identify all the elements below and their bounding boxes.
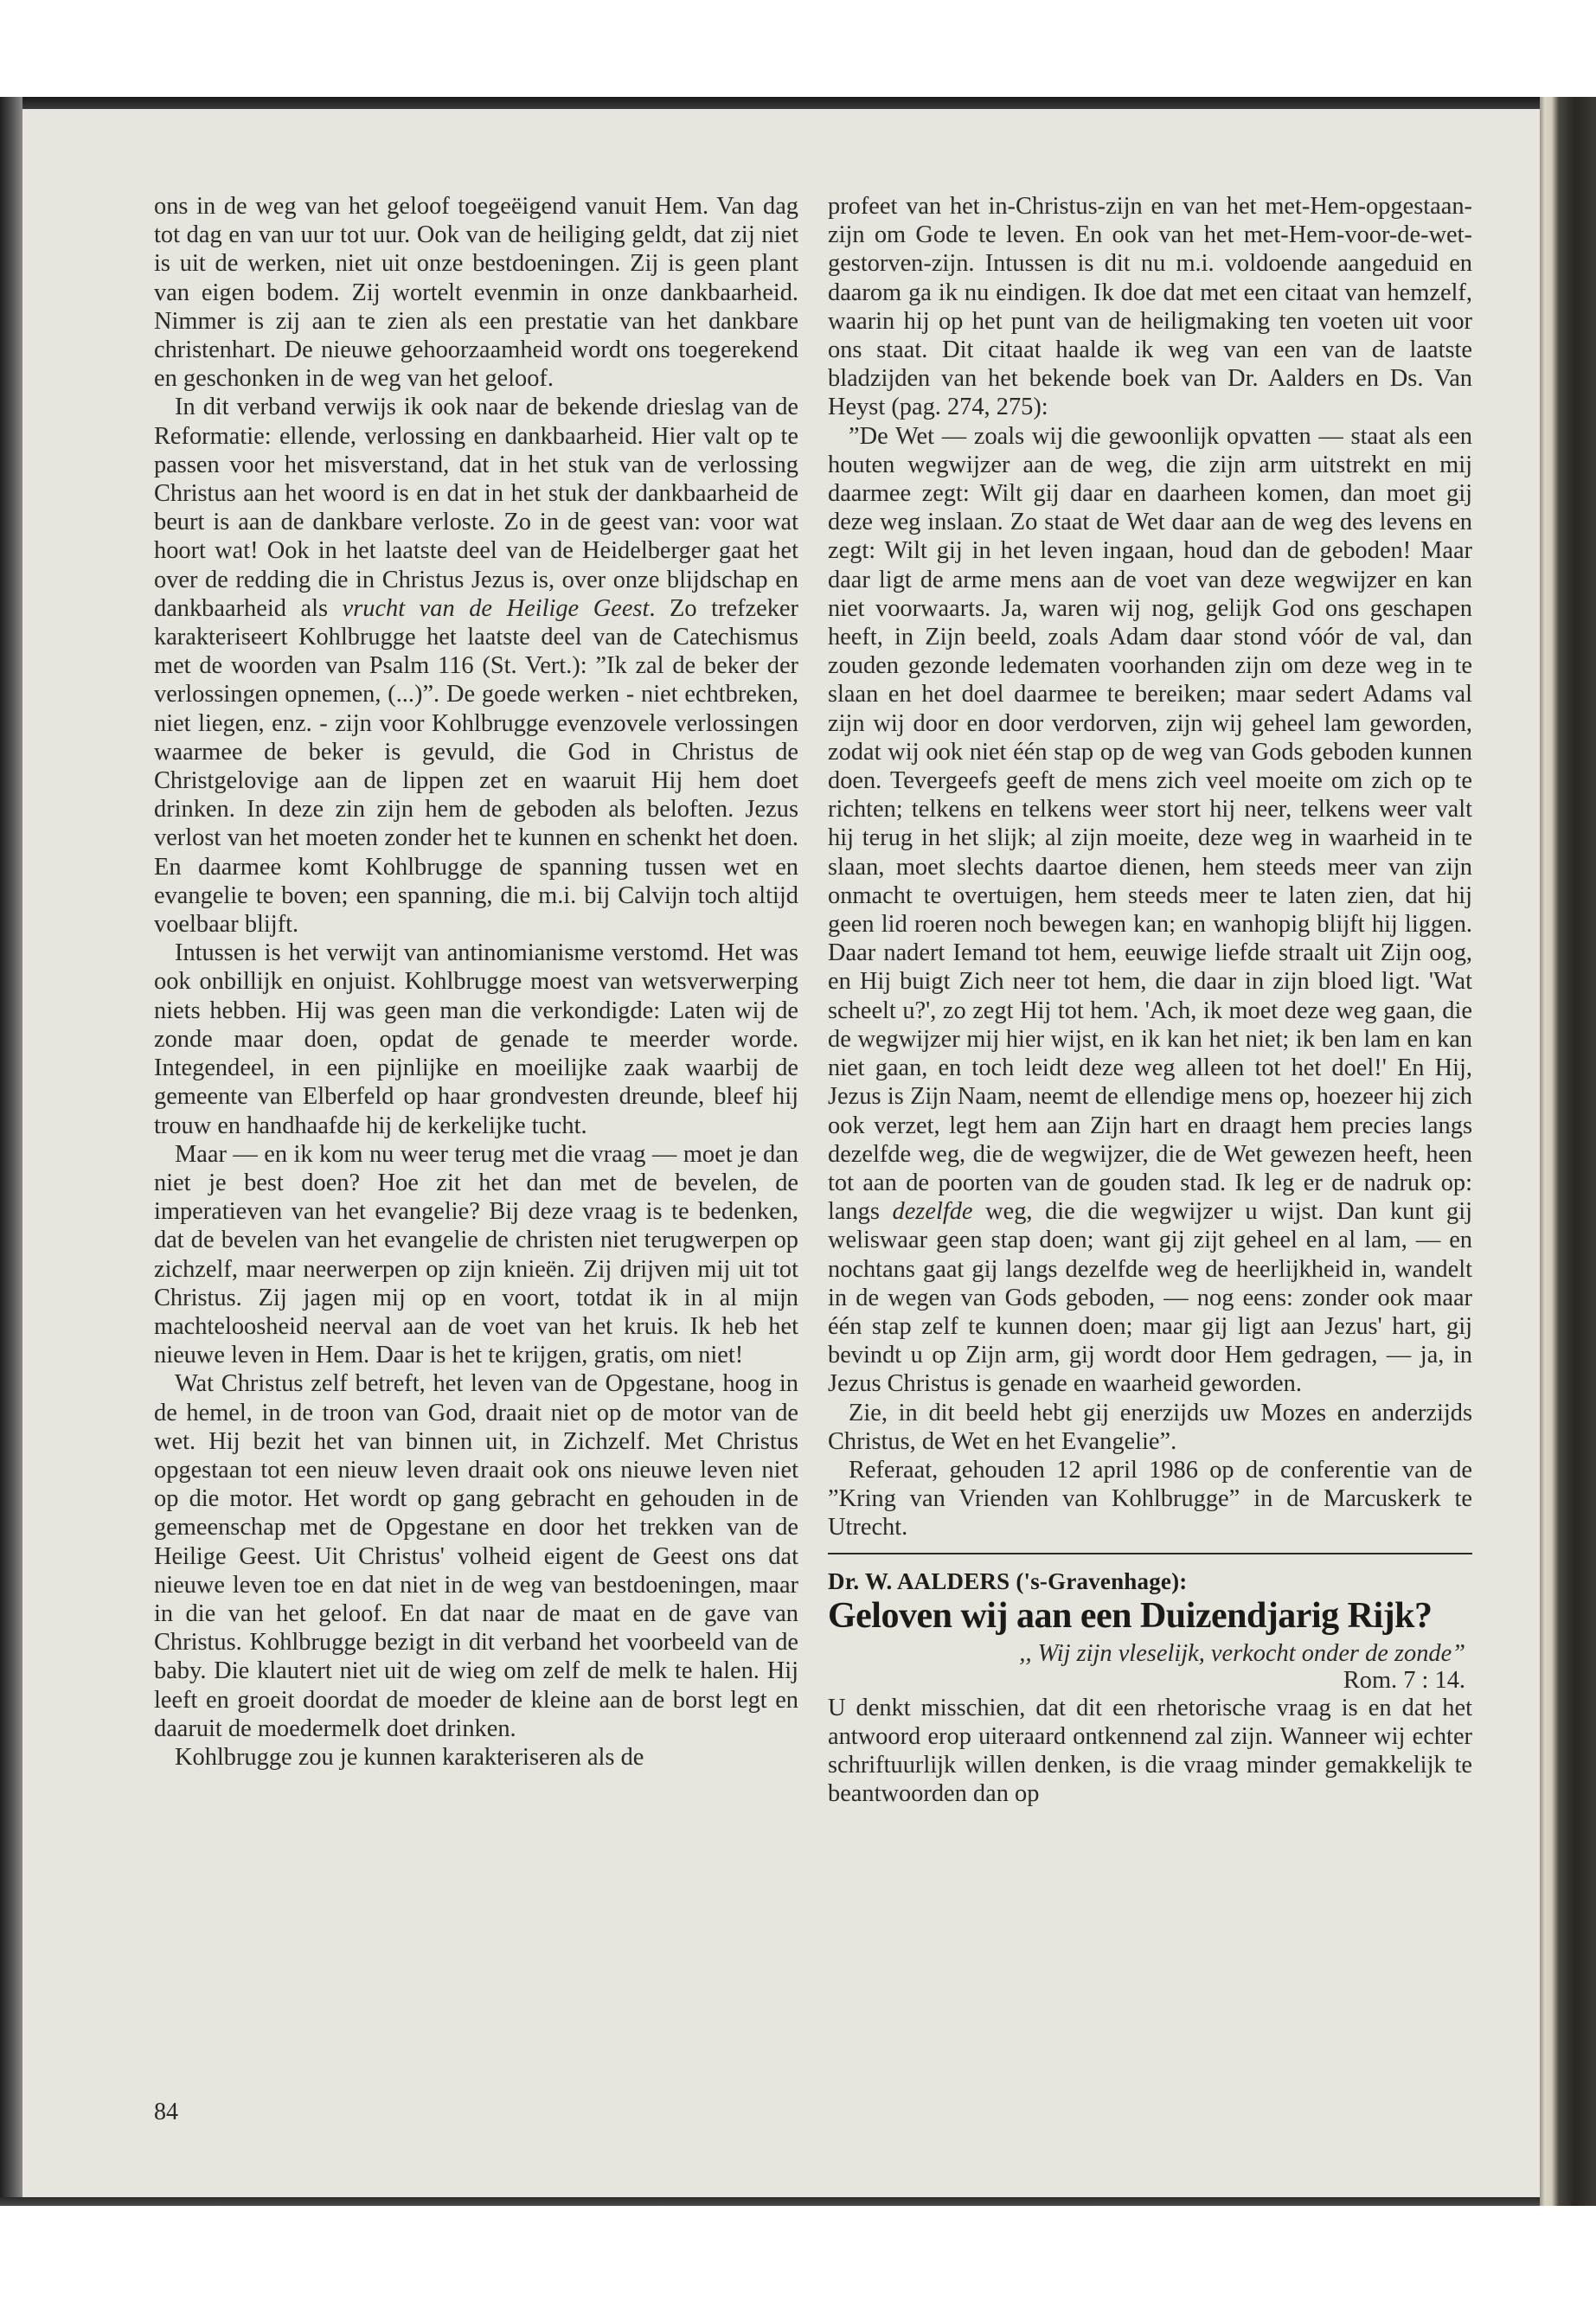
scan-edge-top bbox=[0, 97, 1596, 109]
article-author: Dr. W. AALDERS ('s-Gravenhage): bbox=[828, 1567, 1188, 1594]
paragraph: In dit verband verwijs ik ook naar de bekende drieslag van de Reformatie: ellende, verlossing en dankbaarheid. Hier valt op te passen voor het misverstand, dat in het stuk van de verlossing Christus aan het woord is en dat in het stuk der dankbaarheid de beurt is aan de dankbare verloste. Zo in de geest van: voor wat hoort wat! Ook in het laatste deel van de Heidelberger gaat het over de redding die in Christus Jezus is, over onze blijdschap en dankbaarheid als vrucht van de Heilige Geest. Zo trefzeker karakteriseert Kohlbrugge het laatste deel van de Catechismus met de woorden van Psalm 116 (St. Vert.): ”Ik zal de beker der verlossingen opnemen, (...)”. De goede werken - niet echtbreken, niet liegen, enz. - zijn voor Kohlbrugge evenzovele verlossingen waarmee de beker is gevuld, die God in Christus de Christgelovige aan de lippen zet en waaruit Hij hem doet drinken. In deze zin zijn hem de geboden als beloften. Jezus verlost van het moeten zonder het te kunnen en schenkt het doen. En daarmee komt Kohlbrugge de spanning tussen wet en evangelie te boven; een spanning, die m.i. bij Calvijn toch altijd voelbaar blijft. bbox=[154, 394, 798, 939]
right-column bbox=[828, 192, 1472, 1808]
article-separator bbox=[828, 1553, 1472, 1554]
paragraph: profeet van het in-Christus-zijn en van het met-Hem-opgestaan-zijn om Gode te leven. En ook van het met-Hem-voor-de-wet-gestorven-zijn. Intussen is dit nu m.i. voldoende aangeduid en daarom ga ik nu eindigen. Ik doe dat met een citaat van hemzelf, waarin hij op het punt van de heiligmaking ten voeten uit voor ons staat. Dit citaat haalde ik weg van een van de laatste bladzijden van het bekende boek van Dr. Aalders en Ds. Van Heyst (pag. 274, 275): bbox=[828, 193, 1472, 421]
epigraph-quote: ,, Wij zijn vleselijk, verkocht onder de zonde” bbox=[1019, 1639, 1465, 1667]
page-number: 84 bbox=[154, 2099, 178, 2125]
book-binding bbox=[1540, 97, 1596, 2206]
scan-edge-bottom bbox=[0, 2197, 1596, 2206]
scan-edge-left bbox=[0, 97, 22, 2206]
paragraph: ons in de weg van het geloof toegeëigend vanuit Hem. Van dag tot dag en van uur tot uur. Ook van de heiliging geldt, dat zij niet is uit de werken, niet uit onze bestdoeningen. Zij is geen plant van eigen bodem. Zij wortelt evenmin in onze dankbaarheid. Nimmer is zij aan te zien als een prestatie van het dankbare christenhart. De nieuwe gehoorzaamheid wordt ons toegerekend en geschonken in de weg van het geloof. bbox=[154, 193, 798, 393]
article-body: U denkt misschien, dat dit een rhetorische vraag is en dat het antwoord erop uiteraard ontkennend zal zijn. Wanneer wij echter schriftuurlijk willen denken, is die vraag minder gemakkelijk te beantwoorden dan op bbox=[828, 1694, 1472, 1808]
epigraph-reference: Rom. 7 : 14. bbox=[1343, 1666, 1465, 1694]
article-title: Geloven wij aan een Duizendjarig Rijk? bbox=[828, 1595, 1433, 1636]
paragraph: Maar — en ik kom nu weer terug met die vraag — moet je dan niet je best doen? Hoe zit het dan met de bevelen, de imperatieven van het evangelie? Bij deze vraag is te bedenken, dat de bevelen van het evangelie de christen niet terugwerpen op zichzelf, maar neerwerpen op zijn knieën. Zij drijven mij uit tot Christus. Zij jagen mij op en voort, totdat ik in al mijn machteloosheid neerval aan de voet van het kruis. Ik heb het nieuwe leven in Hem. Daar is het te krijgen, gratis, om niet! bbox=[154, 1140, 798, 1369]
left-column bbox=[154, 192, 798, 1772]
quotation-paragraph: ”De Wet — zoals wij die gewoonlijk opvatten — staat als een houten wegwijzer aan de weg, die zijn arm uitstrekt en mij daarmee zegt: Wilt gij daar en daarheen komen, dan moet gij deze weg inslaan. Zo staat de Wet daar aan de weg des levens en zegt: Wilt gij in het leven ingaan, houd dan de geboden! Maar daar ligt de arme mens aan de voet van deze wegwijzer en kan niet voorwaarts. Ja, waren wij nog, gelijk God ons geschapen heeft, in Zijn beeld, zoals Adam daar stond vóór de val, dan zouden gezonde ledematen voorhanden zijn om deze weg in te slaan en het doel daarmee te bereiken; maar sedert Adams val zijn wij door en door verdorven, zijn wij geheel lam geworden, zodat wij ook niet één stap op de weg van Gods geboden kunnen doen. Tevergeefs geeft de mens zich veel moeite om zich op te richten; telkens en telkens weer stort hij neer, telkens weer valt hij terug in het slijk; al zijn moeite, deze weg in waarheid in te slaan, moet slechts daartoe dienen, hem steeds meer van zijn onmacht te overtuigen, hem steeds meer te laten zien, dat hij geen lid roeren noch bewegen kan; en wanhopig blijft hij liggen. Daar nadert Iemand tot hem, eeuwige liefde straalt uit Zijn oog, en Hij buigt Zich neer tot hem, die daar in zijn bloed ligt. 'Wat scheelt u?', zo zegt Hij tot hem. 'Ach, ik moet deze weg gaan, die de wegwijzer mij hier wijst, en ik kan het niet; ik ben lam en kan niet gaan, en toch leidt deze weg alleen tot het doel!' En Hij, Jezus is Zijn Naam, neemt de ellendige mens op, hoezeer hij zich ook verzet, legt hem aan Zijn hart en draagt hem precies langs dezelfde weg, die de wegwijzer, die de Wet gewezen heeft, heen tot aan de poorten van de gouden stad. Ik leg er de nadruk op: langs dezelfde weg, die die wegwijzer u wijst. Dan kunt gij weliswaar geen stap doen; want gij zijt geheel en al lam, — en nochtans gaat gij langs dezelfde weg de heerlijkheid in, wandelt in de wegen van Gods geboden, — nog eens: zonder ook maar één stap zelf te kunnen doen; maar gij ligt aan Jezus' hart, gij bevindt u op Zijn arm, gij wordt door Hem gedragen, — ja, in Jezus Christus is genade en waarheid geworden. bbox=[828, 422, 1472, 1398]
italic-phrase: dezelfde bbox=[892, 1198, 973, 1226]
italic-phrase: vrucht van de Heilige Geest bbox=[342, 594, 650, 622]
paragraph: Intussen is het verwijt van antinomianisme verstomd. Het was ook onbillijk en onjuist. Kohlbrugge moest van wetsverwerping niets hebben. Hij was geen man die verkondigde: Laten wij de zonde maar doen, opdat de genade te meerder worde. Integendeel, in een pijnlijke en moeilijke zaak waarbij de gemeente van Elberfeld op haar grondvesten dreunde, bleef hij trouw en handhaafde hij de kerkelijke tucht. bbox=[154, 939, 798, 1139]
source-note: Referaat, gehouden 12 april 1986 op de conferentie van de ”Kring van Vrienden van Kohlbrugge” in de Marcuskerk te Utrecht. bbox=[828, 1456, 1472, 1541]
paragraph: Zie, in dit beeld hebt gij enerzijds uw Mozes en anderzijds Christus, de Wet en het Evangelie”. bbox=[828, 1399, 1472, 1455]
paragraph: Kohlbrugge zou je kunnen karakteriseren als de bbox=[175, 1743, 644, 1771]
paragraph: Wat Christus zelf betreft, het leven van de Opgestane, hoog in de hemel, in de troon van God, draait niet op de motor van de wet. Hij bezit het van binnen uit, in Zichzelf. Met Christus opgestaan tot een nieuw leven draait ook ons nieuwe leven niet op die motor. Het wordt op gang gebracht en gehouden in de gemeenschap met de Opgestane en door het trekken van de Heilige Geest. Uit Christus' volheid eigent de Geest ons dat nieuwe leven toe en dat niet in de weg van bestdoeningen, maar in die van het geloof. En dat naar de maat en de gave van Christus. Kohlbrugge bezigt in dit verband het voorbeeld van de baby. Die klautert niet uit de wieg om zelf de melk te halen. Hij leeft en groeit doordat de moeder de kleine aan de borst legt en daaruit de moedermelk doet drinken. bbox=[154, 1370, 798, 1742]
